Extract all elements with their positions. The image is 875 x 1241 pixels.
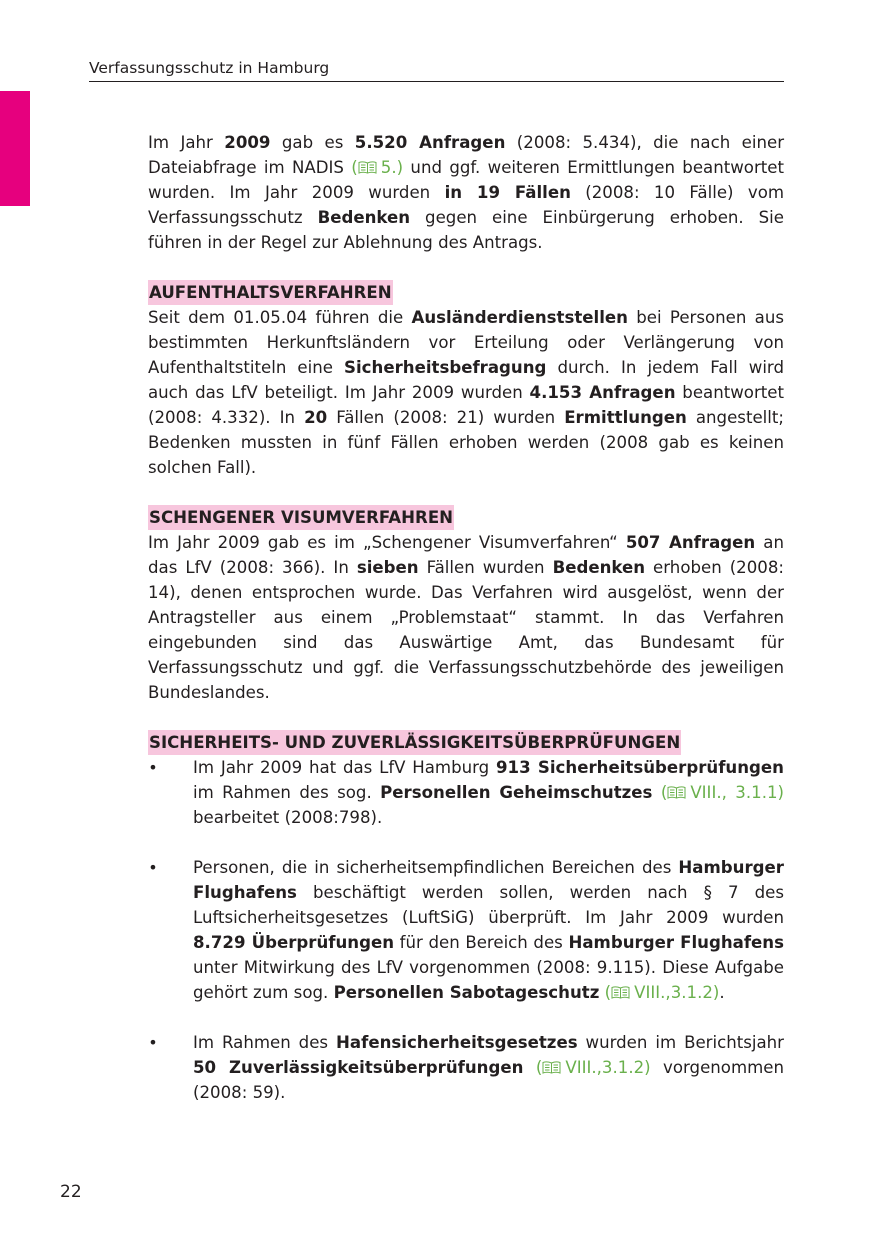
intro-paragraph bbox=[148, 130, 784, 255]
text: Im Jahr bbox=[148, 133, 225, 152]
text: erhoben (2008: 14), denen entsprochen wurde. Das Verfahren wird ausgelöst, wenn der Antragsteller aus einem „Problemstaat“ stammt. In das Verfahren eingebunden sind das Auswärtige Amt, das Bundesamt für Verfassungsschutz und ggf. die Verfassungsschutzbehörde des jeweiligen Bundeslandes. bbox=[148, 558, 785, 702]
bold-text: 20 bbox=[304, 408, 328, 427]
bold-text: Personellen Geheimschutzes bbox=[380, 783, 653, 802]
text: gegen eine Einbürgerung erhoben. Sie führen in der Regel zur Ablehnung des Antrags. bbox=[148, 208, 784, 252]
ref-text: 5.) bbox=[380, 158, 404, 177]
bold-text: 8.729 Überprüfungen bbox=[193, 933, 395, 952]
text: Fällen (2008: 21) wurden bbox=[327, 408, 565, 427]
text: Im Jahr 2009 hat das LfV Hamburg bbox=[193, 758, 496, 777]
text: durch. In jedem Fall wird auch das LfV beteiligt. Im Jahr 2009 wurden bbox=[148, 358, 784, 402]
text: Im Jahr 2009 gab es im „Schengener Visumverfahren“ bbox=[148, 533, 626, 552]
text: Personen, die in sicherheitsempfindlichen Bereichen des bbox=[193, 858, 679, 877]
text: angestellt; Bedenken mussten in fünf Fällen erhoben werden (2008 gab es keinen solchen Fall). bbox=[148, 408, 784, 477]
text: (2008: 10 Fälle) vom Verfassungsschutz bbox=[148, 183, 785, 227]
chapter-tab-marker bbox=[0, 91, 30, 206]
aufenthalt-paragraph bbox=[148, 305, 784, 480]
text: beantwortet (2008: 4.332). In bbox=[148, 383, 784, 427]
bold-text: 5.520 Anfragen bbox=[354, 133, 506, 152]
text: . bbox=[719, 983, 725, 1002]
running-header bbox=[89, 58, 784, 82]
ref-paren: ( bbox=[604, 983, 612, 1002]
text: Im Rahmen des bbox=[193, 1033, 337, 1052]
section-heading-aufenthalt: AUFENTHALTSVERFAHREN bbox=[148, 280, 393, 305]
text: an das LfV (2008: 366). In bbox=[148, 533, 784, 577]
ref-paren: ( bbox=[652, 783, 668, 802]
cross-reference-link[interactable] bbox=[523, 1058, 650, 1077]
schengen-paragraph bbox=[148, 530, 784, 705]
text: Fällen wurden bbox=[418, 558, 553, 577]
cross-reference-link[interactable] bbox=[605, 983, 720, 1002]
list-item bbox=[148, 755, 784, 830]
cross-reference-link[interactable] bbox=[652, 783, 784, 802]
bold-text: 507 Anfragen bbox=[625, 533, 756, 552]
section-heading-schengen: SCHENGENER VISUMVERFAHREN bbox=[148, 505, 454, 530]
book-icon bbox=[358, 161, 377, 174]
ref-text: VIII., 3.1.1) bbox=[690, 783, 784, 802]
ref-paren: ( bbox=[523, 1058, 543, 1077]
list-item bbox=[148, 855, 784, 1005]
text: Seit dem 01.05.04 führen die bbox=[148, 308, 412, 327]
bold-text: 913 Sicherheitsüberprüfungen bbox=[496, 758, 784, 777]
bold-text: Ausländerdienststellen bbox=[411, 308, 628, 327]
text: im Rahmen des sog. bbox=[193, 783, 381, 802]
text: vorgenommen (2008: 59). bbox=[193, 1058, 785, 1102]
text: unter Mitwirkung des LfV vorgenommen (2008: 9.115). Diese Aufgabe gehört zum sog. bbox=[193, 958, 784, 1002]
bold-text: sieben bbox=[356, 558, 419, 577]
book-icon bbox=[542, 1061, 561, 1074]
bold-text: Hamburger Flughafens bbox=[193, 858, 784, 902]
header-title: Verfassungsschutz in Hamburg bbox=[89, 59, 330, 77]
text: (2008: 5.434), die nach einer Dateiabfrage im NADIS bbox=[148, 133, 785, 177]
text: für den Bereich des bbox=[394, 933, 569, 952]
list-item bbox=[148, 1030, 784, 1105]
book-icon bbox=[667, 786, 686, 799]
ref-paren: ( bbox=[351, 158, 358, 177]
text: und ggf. weiteren Ermittlungen beantwortet wurden. Im Jahr 2009 wurden bbox=[148, 158, 784, 202]
text: gab es bbox=[270, 133, 355, 152]
ref-text: VIII.,3.1.2) bbox=[634, 983, 720, 1002]
bullet-icon: • bbox=[148, 858, 158, 877]
text: wurden im Berichtsjahr bbox=[577, 1033, 784, 1052]
page-number: 22 bbox=[60, 1182, 82, 1202]
bold-text: 4.153 Anfragen bbox=[529, 383, 676, 402]
bullet-icon: • bbox=[148, 1033, 158, 1052]
text: bei Personen aus bestimmten Herkunftsländern vor Erteilung oder Verlängerung von Aufenthaltstiteln eine bbox=[148, 308, 784, 377]
book-icon bbox=[611, 986, 630, 999]
bullet-list bbox=[148, 755, 784, 1105]
bold-text: 2009 bbox=[224, 133, 271, 152]
bold-text: Ermittlungen bbox=[564, 408, 687, 427]
section-heading-sicherheit: SICHERHEITS- UND ZUVERLÄSSIGKEITSÜBERPRÜFUNGEN bbox=[148, 730, 681, 755]
bullet-icon: • bbox=[148, 758, 158, 777]
text: bearbeitet (2008:798). bbox=[193, 808, 383, 827]
bold-text: Bedenken bbox=[552, 558, 646, 577]
bold-text: in 19 Fällen bbox=[444, 183, 571, 202]
bold-text: Personellen Sabotageschutz bbox=[333, 983, 600, 1002]
bold-text: Bedenken bbox=[317, 208, 411, 227]
text: beschäftigt werden sollen, werden nach § 7 des Luftsicherheitsgesetzes (LuftSiG) überprüft. Im Jahr 2009 wurden bbox=[193, 883, 784, 927]
bold-text: Hafensicherheitsgesetzes bbox=[336, 1033, 578, 1052]
bold-text: Hamburger Flughafens bbox=[568, 933, 785, 952]
bold-text: Sicherheitsbefragung bbox=[344, 358, 547, 377]
page-content bbox=[148, 130, 784, 1105]
cross-reference-link[interactable] bbox=[351, 158, 403, 177]
bold-text: 50 Zuverlässigkeitsüberprüfungen bbox=[193, 1058, 524, 1077]
ref-text: VIII.,3.1.2) bbox=[565, 1058, 651, 1077]
